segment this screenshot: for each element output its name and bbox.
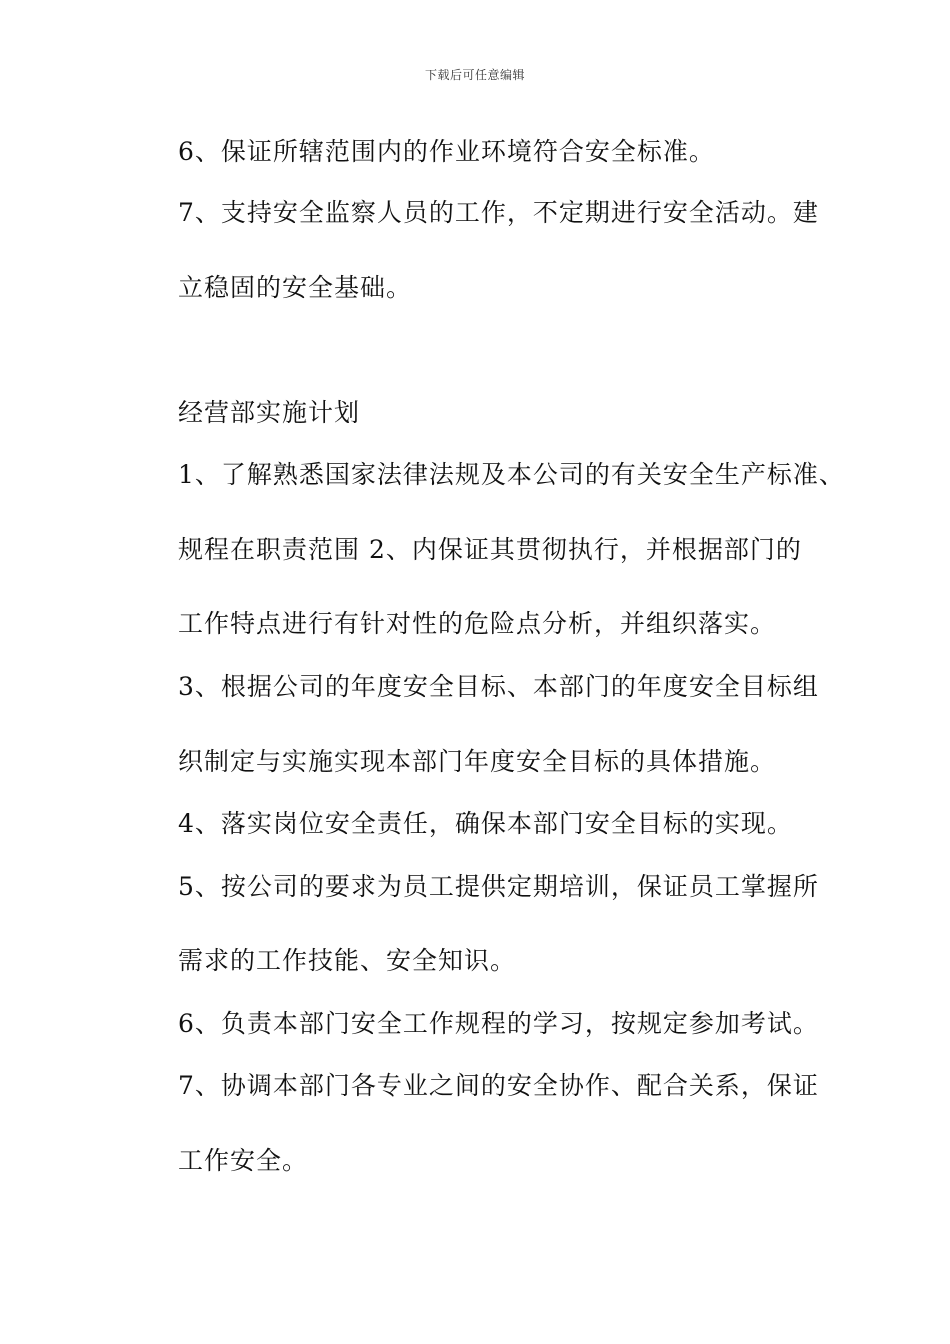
text-line-6: 规程在职责范围 2、内保证其贯彻执行，并根据部门的 — [178, 535, 802, 564]
text-line-12: 需求的工作技能、安全知识。 — [178, 946, 517, 975]
text-line-11: 5、按公司的要求为员工提供定期培训，保证员工掌握所 — [178, 872, 819, 901]
text-line-1: 6、保证所辖范围内的作业环境符合安全标准。 — [178, 137, 715, 166]
text-line-3: 立稳固的安全基础。 — [178, 273, 413, 302]
text-line-2: 7、支持安全监察人员的工作，不定期进行安全活动。建 — [178, 198, 819, 227]
text-line-9: 织制定与实施实现本部门年度安全目标的具体措施。 — [178, 747, 777, 776]
text-line-14: 7、协调本部门各专业之间的安全协作、配合关系，保证 — [178, 1071, 819, 1100]
page-header: 下载后可任意编辑 — [424, 68, 525, 82]
section-title: 经营部实施计划 — [178, 398, 361, 427]
text-line-13: 6、负责本部门安全工作规程的学习，按规定参加考试。 — [178, 1009, 819, 1038]
text-line-10: 4、落实岗位安全责任，确保本部门安全目标的实现。 — [178, 809, 793, 838]
text-line-15: 工作安全。 — [178, 1146, 309, 1175]
text-line-8: 3、根据公司的年度安全目标、本部门的年度安全目标组 — [178, 672, 819, 701]
text-line-5: 1、了解熟悉国家法律法规及本公司的有关安全生产标准、 — [178, 460, 845, 489]
text-line-7: 工作特点进行有针对性的危险点分析，并组织落实。 — [178, 609, 777, 638]
